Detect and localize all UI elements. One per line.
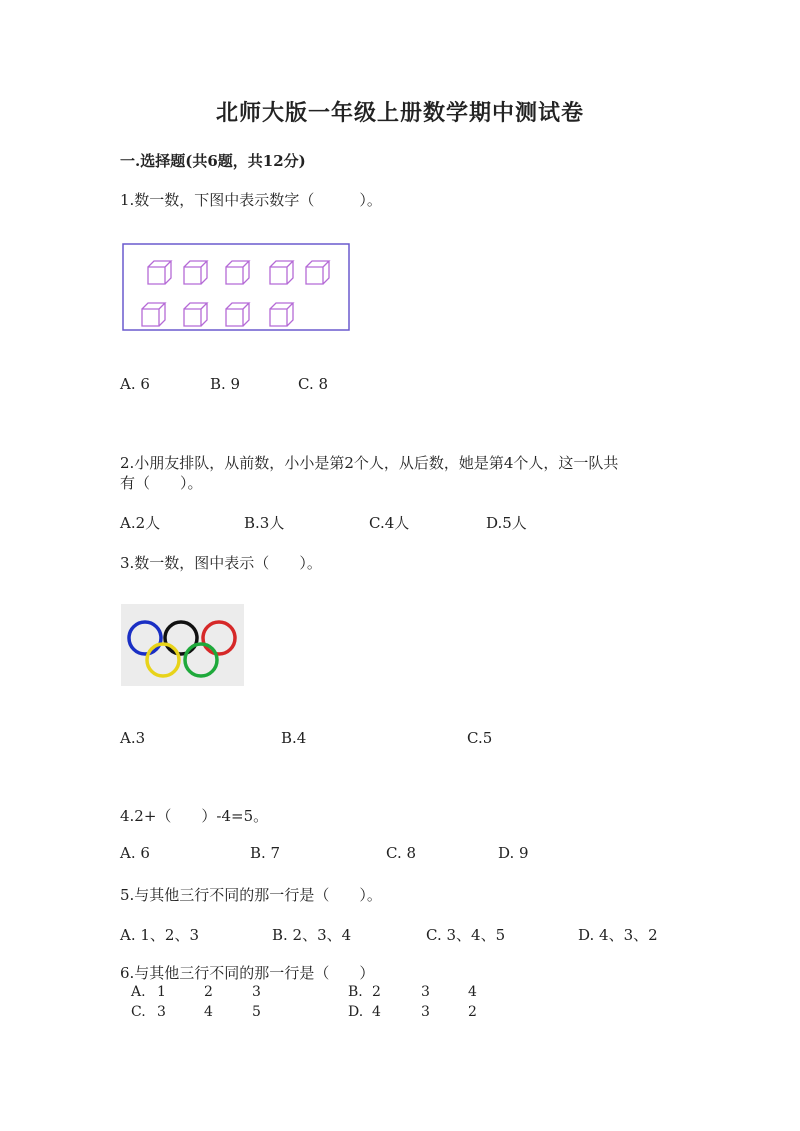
q6-value: 4	[204, 1004, 213, 1020]
q4-option-c[interactable]: C. 8	[386, 844, 417, 862]
q5-option-a[interactable]: A. 1、2、3	[120, 926, 199, 944]
q3-option-c[interactable]: C.5	[467, 729, 493, 747]
page-title: 北师大版一年级上册数学期中测试卷	[215, 100, 584, 126]
q2-option-b[interactable]: B.3人	[244, 514, 285, 532]
cube-shape	[270, 261, 293, 284]
q4-option-d[interactable]: D. 9	[498, 844, 529, 862]
q4-option-b[interactable]: B. 7	[250, 844, 281, 862]
q1-option-a[interactable]: A. 6	[120, 375, 150, 393]
cube-shape	[226, 303, 249, 326]
q3-option-a[interactable]: A.3	[120, 729, 146, 747]
q6-value: 4	[372, 1004, 381, 1020]
q2-option-d[interactable]: D.5人	[486, 514, 527, 532]
q4-option-a[interactable]: A. 6	[120, 844, 150, 862]
q6-value: 3	[157, 1004, 166, 1020]
q6-value: 2	[204, 984, 213, 1000]
q6-value: 3	[421, 1004, 430, 1020]
q5-option-d[interactable]: D. 4、3、2	[578, 926, 658, 944]
q6-label-b[interactable]: B.	[348, 984, 363, 1000]
question-5-stem: 5.与其他三行不同的那一行是（ ）。	[120, 886, 382, 904]
question-1-stem: 1.数一数，下图中表示数字（ ）。	[120, 191, 382, 209]
q6-label-c[interactable]: C.	[131, 1004, 146, 1020]
cubes-figure	[122, 243, 350, 331]
q1-option-b[interactable]: B. 9	[210, 375, 241, 393]
q6-label-a[interactable]: A.	[131, 984, 146, 1000]
q5-option-c[interactable]: C. 3、4、5	[426, 926, 506, 944]
q6-value: 5	[252, 1004, 261, 1020]
cube-shape	[226, 261, 249, 284]
q3-option-b[interactable]: B.4	[281, 729, 307, 747]
q2-option-a[interactable]: A.2人	[120, 514, 161, 532]
q6-value: 2	[468, 1004, 477, 1020]
section-heading: 一.选择题(共6题，共12分)	[120, 152, 306, 170]
q6-value: 1	[157, 984, 166, 1000]
cube-shape	[184, 303, 207, 326]
q6-value: 4	[468, 984, 477, 1000]
q6-value: 3	[421, 984, 430, 1000]
cube-shape	[142, 303, 165, 326]
q5-option-b[interactable]: B. 2、3、4	[272, 926, 352, 944]
q1-option-c[interactable]: C. 8	[298, 375, 329, 393]
q2-option-c[interactable]: C.4人	[369, 514, 410, 532]
q6-label-d[interactable]: D.	[348, 1004, 364, 1020]
question-4-stem: 4.2+（ ）-4=5。	[120, 807, 269, 825]
question-3-stem: 3.数一数，图中表示（ ）。	[120, 554, 322, 572]
question-2-stem-line-1: 2.小朋友排队，从前数，小小是第2个人，从后数，她是第4个人，这一队共	[120, 454, 619, 472]
q6-value: 3	[252, 984, 261, 1000]
cube-shape	[148, 261, 171, 284]
cube-shape	[306, 261, 329, 284]
question-2-stem-line-2: 有（ ）。	[120, 474, 203, 492]
cube-shape	[270, 303, 293, 326]
q6-value: 2	[372, 984, 381, 1000]
olympic-rings-figure	[121, 604, 244, 686]
cube-shape	[184, 261, 207, 284]
question-6-stem: 6.与其他三行不同的那一行是（ ）	[120, 964, 375, 982]
